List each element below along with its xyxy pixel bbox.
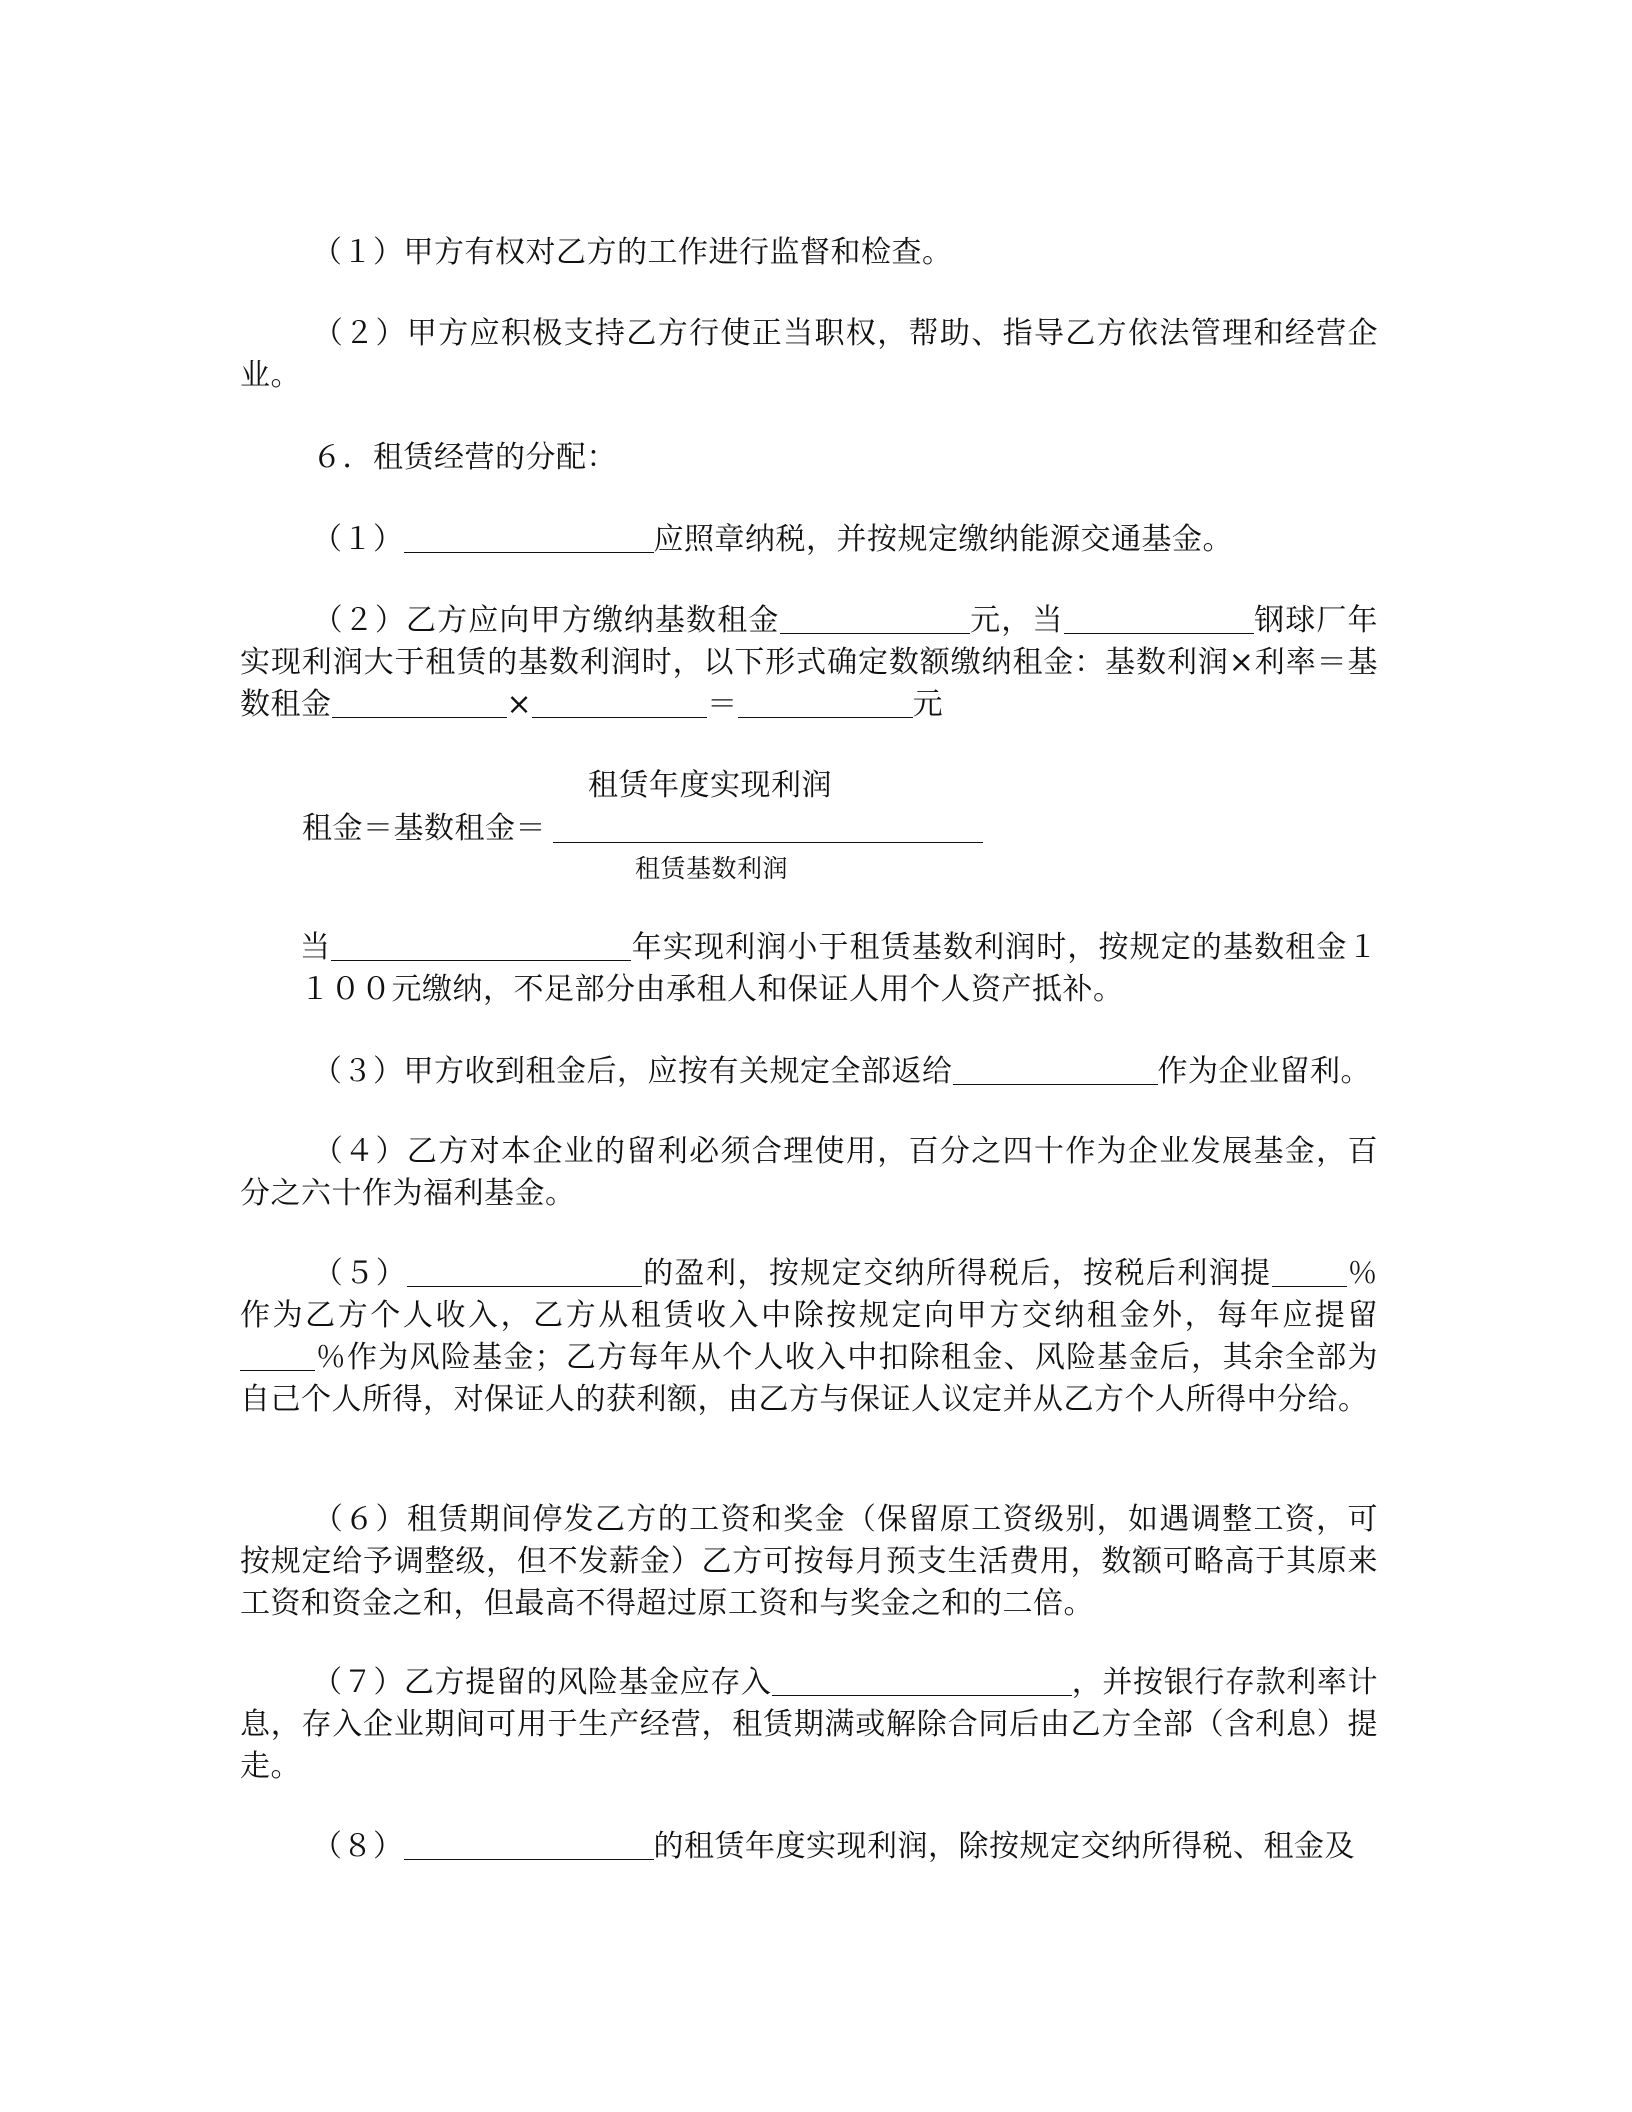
blank-field[interactable] xyxy=(404,522,654,553)
paragraph-support xyxy=(240,313,1378,397)
paragraph-text: （１）甲方有权对乙方的工作进行监督和检查。 xyxy=(312,235,953,270)
blank-field[interactable] xyxy=(1064,603,1254,634)
blank-field[interactable] xyxy=(404,1829,654,1860)
paragraph-text: 的租赁年度实现利润，除按规定交纳所得税、租金及 xyxy=(653,1829,1355,1864)
paragraph-text: 元，当 xyxy=(969,603,1064,638)
blank-field[interactable] xyxy=(780,603,970,634)
blank-field[interactable] xyxy=(331,930,631,961)
formula-denominator: 租赁基数利润 xyxy=(635,854,789,883)
blank-field[interactable] xyxy=(240,1340,315,1371)
formula-numerator: 租赁年度实现利润 xyxy=(588,768,832,803)
paragraph-profit-shortfall xyxy=(300,927,1378,1011)
paragraph-text: （６）租赁期间停发乙方的工资和奖金（保留原工资级别，如遇调整工资，可按规定给予调整级，但不发薪金）乙方可按每月预支生活费用，数额可略高于其原来工资和资金之和，但最高不得超过原工资和与奖金之和的二倍。 xyxy=(240,1502,1378,1621)
paragraph-rent-return xyxy=(240,1051,1378,1093)
paragraph-text: ％作为风险基金；乙方每年从个人收入中扣除租金、风险基金后，其余全部为自己个人所得，对保证人的获利额，由乙方与保证人议定并从乙方个人所得中分给。 xyxy=(240,1340,1378,1417)
paragraph-text: 的盈利，按规定交纳所得税后，按税后利润提 xyxy=(642,1256,1272,1291)
blank-field[interactable] xyxy=(772,1665,1072,1696)
paragraph-retained-profit xyxy=(240,1131,1378,1215)
paragraph-text: ＝ xyxy=(707,687,738,722)
paragraph-text: × xyxy=(506,687,533,722)
paragraph-text: 年实现利润小于租赁基数利润时，按规定的基数租金１１００元缴纳，不足部分由承租人和保证人用个人资产抵补。 xyxy=(300,930,1379,1007)
paragraph-text: （２）甲方应积极支持乙方行使正当职权，帮助、指导乙方依法管理和经营企业。 xyxy=(240,316,1378,393)
formula-fraction-line xyxy=(553,842,983,843)
item-number: （１） xyxy=(312,522,404,557)
paragraph-base-rent xyxy=(240,600,1378,726)
paragraph-text: （２）乙方应向甲方缴纳基数租金 xyxy=(312,603,780,638)
item-number: （８） xyxy=(312,1829,404,1864)
paragraph-tax xyxy=(240,519,1378,561)
formula-left: 租金＝基数租金＝ xyxy=(302,811,546,846)
section-heading-distribution xyxy=(240,437,1378,479)
paragraph-text: 作为企业留利。 xyxy=(1157,1054,1371,1089)
section-heading-text: ６．租赁经营的分配： xyxy=(312,440,617,475)
item-number: （５） xyxy=(312,1256,408,1291)
paragraph-text: （３）甲方收到租金后，应按有关规定全部返给 xyxy=(312,1054,953,1089)
blank-field[interactable] xyxy=(332,687,507,718)
paragraph-supervision xyxy=(240,232,1378,274)
paragraph-text: 当 xyxy=(300,930,332,965)
paragraph-text: 应照章纳税，并按规定缴纳能源交通基金。 xyxy=(653,522,1233,557)
paragraph-text: （７）乙方提留的风险基金应存入 xyxy=(312,1665,772,1700)
paragraph-text: （４）乙方对本企业的留利必须合理使用，百分之四十作为企业发展基金，百分之六十作为福利基金。 xyxy=(240,1134,1378,1211)
paragraph-text: ，并按银行存款利率计息，存入企业期间可用于生产经营，租赁期满或解除合同后由乙方全部（含利息）提走。 xyxy=(240,1665,1379,1784)
paragraph-profit-distribution xyxy=(240,1253,1378,1421)
paragraph-wages xyxy=(240,1499,1378,1625)
blank-field[interactable] xyxy=(1272,1256,1347,1287)
paragraph-text: ％作为乙方个人收入，乙方从租赁收入中除按规定向甲方交纳租金外，每年应提留 xyxy=(240,1256,1379,1333)
blank-field[interactable] xyxy=(953,1054,1158,1085)
paragraph-text: 元 xyxy=(912,687,944,722)
paragraph-text: 钢球厂年实现利润大于租赁的基数利润时，以下形式确定数额缴纳租金：基数利润×利率＝基数租金 xyxy=(240,603,1378,722)
blank-field[interactable] xyxy=(407,1256,642,1287)
paragraph-risk-fund xyxy=(240,1662,1378,1788)
blank-field[interactable] xyxy=(738,687,913,718)
paragraph-annual-profit xyxy=(240,1826,1378,1868)
blank-field[interactable] xyxy=(532,687,707,718)
